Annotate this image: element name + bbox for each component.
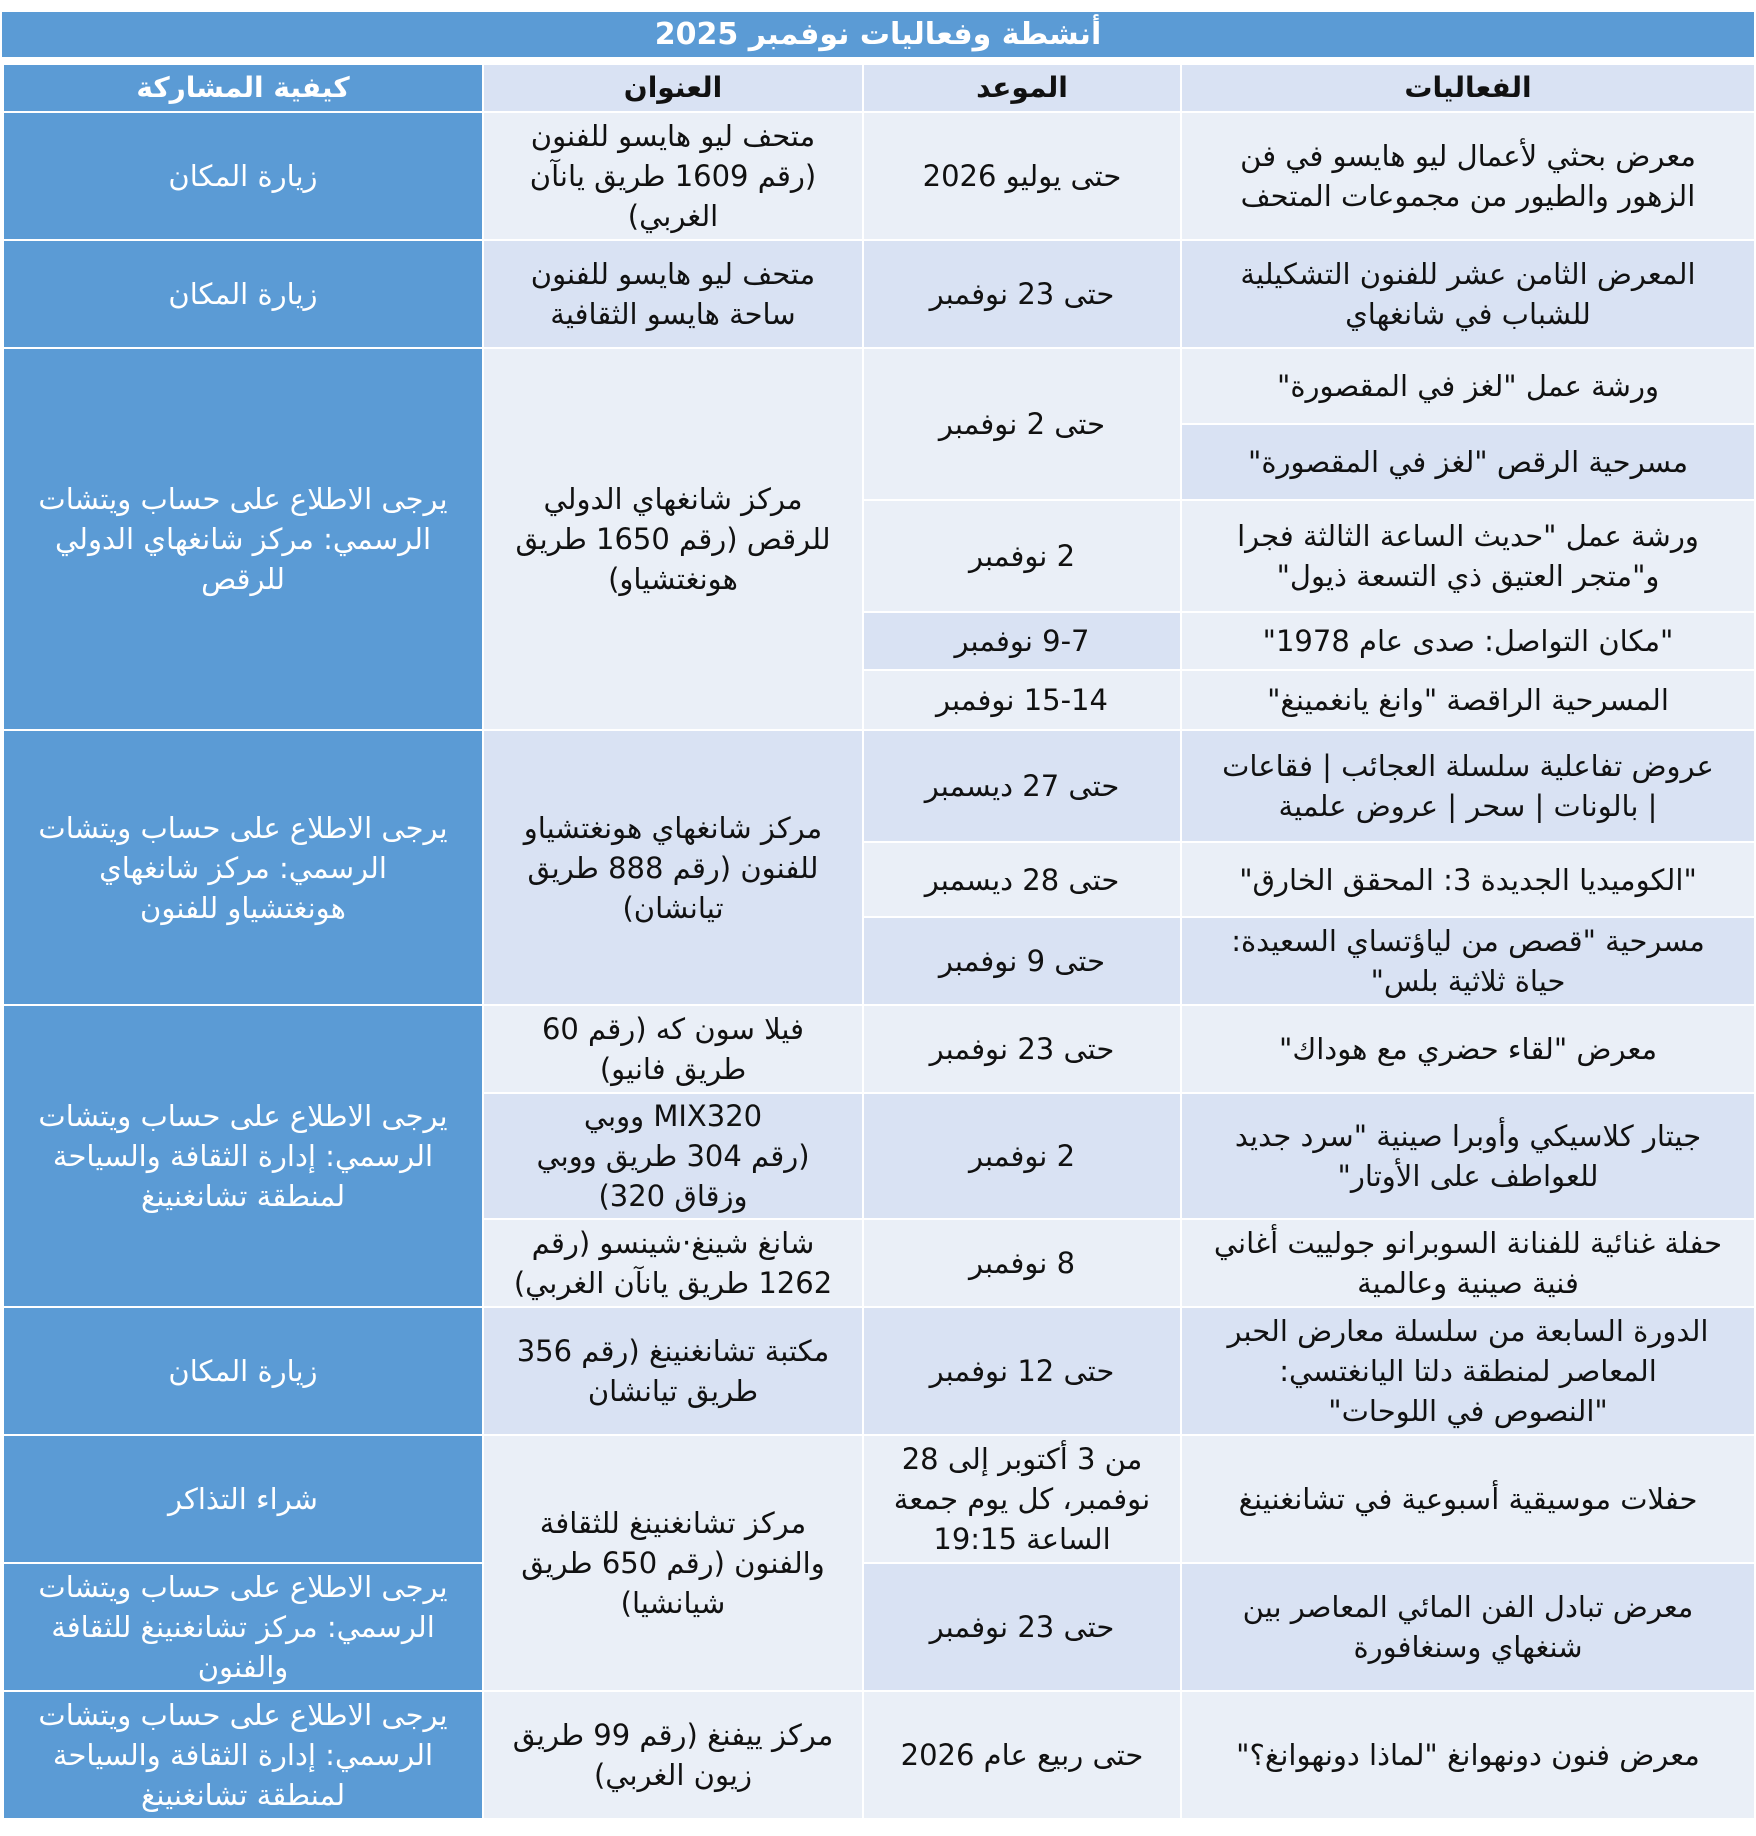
date-cell: حتى 23 نوفمبر xyxy=(863,1005,1181,1093)
table-row xyxy=(3,1691,1755,1819)
event-cell: "الكوميديا الجديدة 3: المحقق الخارق" xyxy=(1181,842,1755,917)
address-cell: متحف ليو هايسو للفنون (رقم 1609 طريق يانآن الغربي) xyxy=(483,112,863,240)
table-row xyxy=(3,112,1755,240)
event-cell: مسرحية "قصص من لياؤتساي السعيدة: حياة ثلاثية بلس" xyxy=(1181,917,1755,1005)
event-cell: معرض فنون دونهوانغ "لماذا دونهوانغ؟" xyxy=(1181,1691,1755,1819)
address-cell: مكتبة تشانغنينغ (رقم 356 طريق تيانشان xyxy=(483,1307,863,1435)
address-cell: شانغ شينغ·شينسو (رقم 1262 طريق يانآن الغربي) xyxy=(483,1219,863,1307)
date-cell: 15-14 نوفمبر xyxy=(863,670,1181,730)
event-cell: عروض تفاعلية سلسلة العجائب | فقاعات | بالونات | سحر | عروض علمية xyxy=(1181,730,1755,842)
date-cell: حتى 23 نوفمبر xyxy=(863,1563,1181,1691)
how-cell: شراء التذاكر xyxy=(3,1435,483,1563)
table-row xyxy=(3,1005,1755,1093)
table-row xyxy=(3,1307,1755,1435)
date-cell: حتى 27 ديسمبر xyxy=(863,730,1181,842)
date-cell: حتى 28 ديسمبر xyxy=(863,842,1181,917)
how-cell: زيارة المكان xyxy=(3,1307,483,1435)
how-cell: زيارة المكان xyxy=(3,112,483,240)
table-row xyxy=(3,348,1755,424)
date-cell: حتى ربيع عام 2026 xyxy=(863,1691,1181,1819)
address-cell: مركز شانغهاي هونغتشياو للفنون (رقم 888 طريق تيانشان) xyxy=(483,730,863,1005)
address-cell: مركز ييفنغ (رقم 99 طريق زيون الغربي) xyxy=(483,1691,863,1819)
how-cell: يرجى الاطلاع على حساب ويتشات الرسمي: إدارة الثقافة والسياحة لمنطقة تشانغنينغ xyxy=(3,1005,483,1307)
date-cell: حتى يوليو 2026 xyxy=(863,112,1181,240)
address-cell: مركز تشانغنينغ للثقافة والفنون (رقم 650 طريق شيانشيا) xyxy=(483,1435,863,1691)
event-cell: الدورة السابعة من سلسلة معارض الحبر المعاصر لمنطقة دلتا اليانغتسي: "النصوص في اللوحات" xyxy=(1181,1307,1755,1435)
event-cell: معرض بحثي لأعمال ليو هايسو في فن الزهور والطيور من مجموعات المتحف xyxy=(1181,112,1755,240)
events-table xyxy=(2,63,1756,1820)
address-cell: فيلا سون كه (رقم 60 طريق فانيو) xyxy=(483,1005,863,1093)
events-document xyxy=(2,12,1754,1820)
address-cell: مركز شانغهاي الدولي للرقص (رقم 1650 طريق هونغتشياو) xyxy=(483,348,863,730)
how-cell: يرجى الاطلاع على حساب ويتشات الرسمي: مركز شانغهاي هونغتشياو للفنون xyxy=(3,730,483,1005)
event-cell: مسرحية الرقص "لغز في المقصورة" xyxy=(1181,424,1755,500)
date-cell: حتى 2 نوفمبر xyxy=(863,348,1181,500)
event-cell: معرض "لقاء حضري مع هوداك" xyxy=(1181,1005,1755,1093)
event-cell: حفلة غنائية للفنانة السوبرانو جولييت أغاني فنية صينية وعالمية xyxy=(1181,1219,1755,1307)
table-row xyxy=(3,240,1755,348)
event-cell: المسرحية الراقصة "وانغ يانغمينغ" xyxy=(1181,670,1755,730)
date-cell: من 3 أكتوبر إلى 28 نوفمبر، كل يوم جمعة الساعة 19:15 xyxy=(863,1435,1181,1563)
header-how: كيفية المشاركة xyxy=(3,64,483,112)
event-cell: ورشة عمل "لغز في المقصورة" xyxy=(1181,348,1755,424)
header-event: الفعاليات xyxy=(1181,64,1755,112)
how-cell: يرجى الاطلاع على حساب ويتشات الرسمي: مركز شانغهاي الدولي للرقص xyxy=(3,348,483,730)
date-cell: 8 نوفمبر xyxy=(863,1219,1181,1307)
event-cell: جيتار كلاسيكي وأوبرا صينية "سرد جديد للعواطف على الأوتار" xyxy=(1181,1093,1755,1219)
header-date: الموعد xyxy=(863,64,1181,112)
table-row xyxy=(3,1435,1755,1563)
how-cell: يرجى الاطلاع على حساب ويتشات الرسمي: مركز تشانغنينغ للثقافة والفنون xyxy=(3,1563,483,1691)
date-cell: 2 نوفمبر xyxy=(863,500,1181,612)
date-cell: 9-7 نوفمبر xyxy=(863,612,1181,670)
event-cell: حفلات موسيقية أسبوعية في تشانغنينغ xyxy=(1181,1435,1755,1563)
date-cell: حتى 23 نوفمبر xyxy=(863,240,1181,348)
address-cell: MIX320 ووبي (رقم 304 طريق ووبي وزقاق 320) xyxy=(483,1093,863,1219)
date-cell: حتى 9 نوفمبر xyxy=(863,917,1181,1005)
table-row xyxy=(3,730,1755,842)
header-address: العنوان xyxy=(483,64,863,112)
table-row xyxy=(3,1563,1755,1691)
how-cell: يرجى الاطلاع على حساب ويتشات الرسمي: إدارة الثقافة والسياحة لمنطقة تشانغنينغ xyxy=(3,1691,483,1819)
date-cell: حتى 12 نوفمبر xyxy=(863,1307,1181,1435)
event-cell: ورشة عمل "حديث الساعة الثالثة فجرا و"متجر العتيق ذي التسعة ذيول" xyxy=(1181,500,1755,612)
event-cell: "مكان التواصل: صدى عام 1978" xyxy=(1181,612,1755,670)
how-cell: زيارة المكان xyxy=(3,240,483,348)
header-row xyxy=(3,64,1755,112)
event-cell: المعرض الثامن عشر للفنون التشكيلية للشباب في شانغهاي xyxy=(1181,240,1755,348)
page-title: أنشطة وفعاليات نوفمبر 2025 xyxy=(2,12,1754,63)
address-cell: متحف ليو هايسو للفنون ساحة هايسو الثقافية xyxy=(483,240,863,348)
date-cell: 2 نوفمبر xyxy=(863,1093,1181,1219)
event-cell: معرض تبادل الفن المائي المعاصر بين شنغهاي وسنغافورة xyxy=(1181,1563,1755,1691)
